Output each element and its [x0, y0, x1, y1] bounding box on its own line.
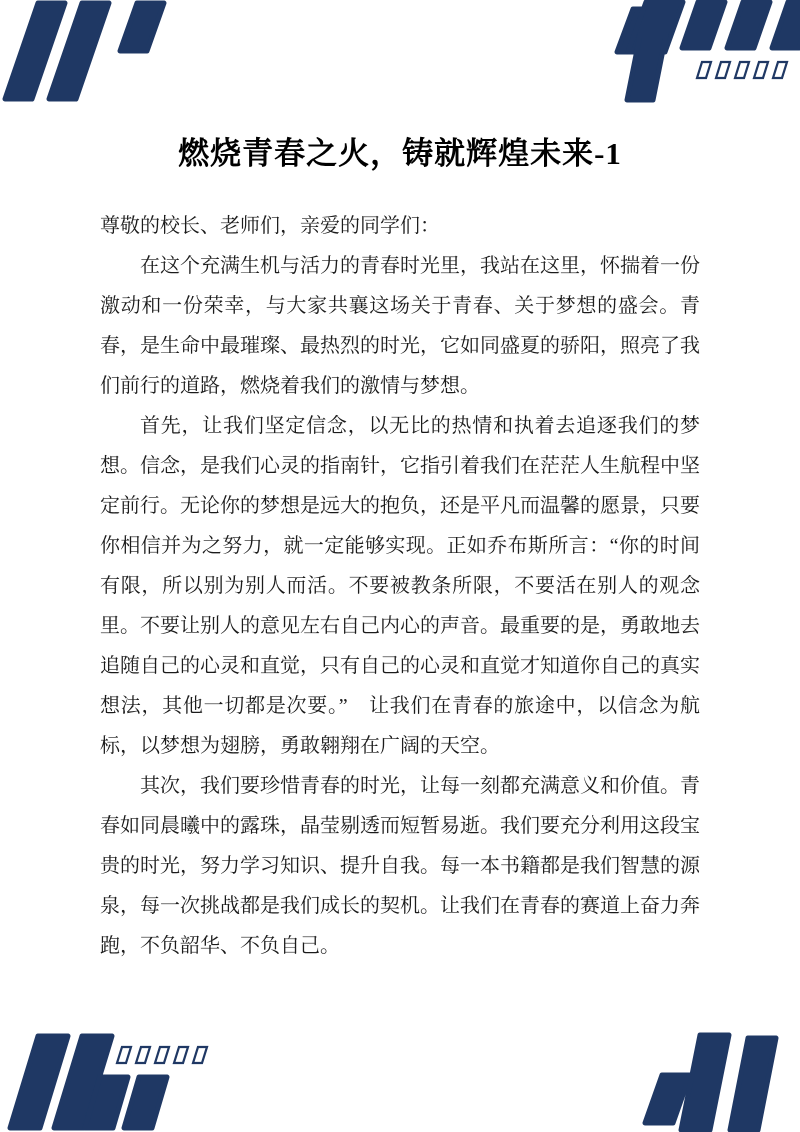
corner-ornament-bottom-left-slashes-icon [0, 1028, 220, 1132]
hollow-dash-row [117, 1047, 207, 1063]
slash-bar [124, 1077, 167, 1128]
hollow-dash-row [697, 62, 787, 78]
paragraph-greeting: 尊敬的校长、老师们，亲爱的同学们： [100, 215, 440, 237]
document-title: 燃烧青春之火，铸就辉煌未来-1 [178, 136, 622, 171]
paragraph: 首先，让我们坚定信念，以无比的热情和执着去追逐我们的梦想。信念，是我们心灵的指南针，它指引着我们在茫茫人生航程中坚定前行。无论你的梦想是远大的抱负，还是平凡而温馨的愿景，只要你相信并为之努力，就一定能够实现。正如乔布斯所言：“你的时间有限，所以别为别人而活。不要被教条所限，不要活在别人的观念里。不要让别人的意见左右自己内心的声音。最重要的是，勇敢地去追随自己的心灵和直觉，只有自己的心灵和直觉才知道你自己的真实想法，其他一切都是次要。” 让我们在青春的旅途中，以信念为航标，以梦想为翅膀，勇敢翱翔在广阔的天空。 [100, 415, 700, 757]
document-body [100, 206, 700, 966]
slash-bar [730, 1038, 776, 1130]
slash-bar [727, 2, 770, 48]
slash-bar [120, 3, 164, 51]
slash-bar [682, 2, 725, 48]
slash-bar [772, 2, 800, 48]
corner-ornament-bottom-right-slashes-icon [620, 1028, 800, 1132]
corner-ornament-top-left-slashes-icon [0, 0, 170, 105]
paragraph: 在这个充满生机与活力的青春时光里，我站在这里，怀揣着一份激动和一份荣幸，与大家共襄这场关于青春、关于梦想的盛会。青春，是生命中最璀璨、最热烈的时光，它如同盛夏的骄阳，照亮了我们前行的道路，燃烧着我们的激情与梦想。 [100, 255, 700, 397]
slash-bar [681, 1035, 729, 1130]
corner-ornament-top-right-slashes-icon [608, 0, 800, 105]
paragraph: 其次，我们要珍惜青春的时光，让每一刻都充满意义和价值。青春如同晨曦中的露珠，晶莹剔透而短暂易逝。我们要充分利用这段宝贵的时光，努力学习知识、提升自我。每一本书籍都是我们智慧的源泉，每一次挑战都是我们成长的契机。让我们在青春的赛道上奋力奔跑，不负韶华、不负自己。 [100, 775, 700, 957]
